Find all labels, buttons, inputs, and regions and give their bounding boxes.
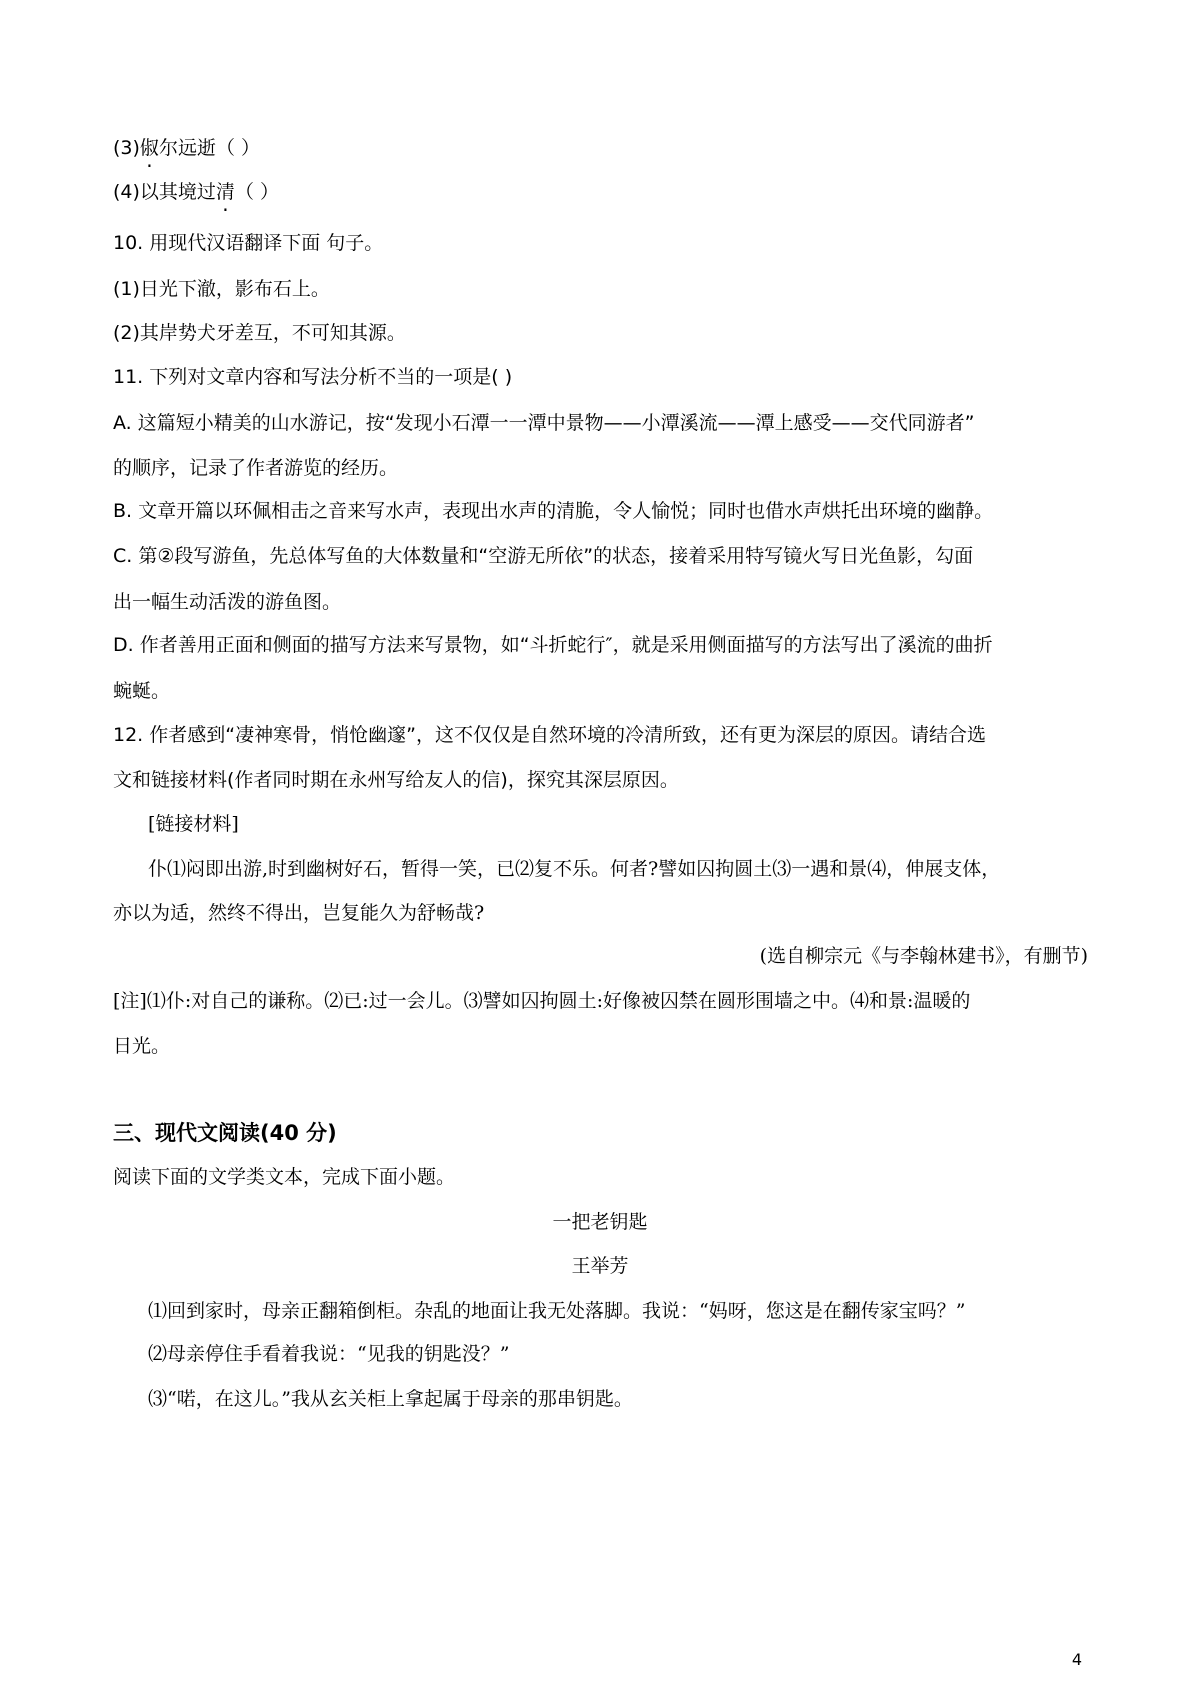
- story-paragraph-2: ⑵母亲停住手看着我说：“见我的钥匙没？”: [148, 1343, 510, 1365]
- q12-question-line1: 12. 作者感到“凄神寒骨，悄怆幽邃”，这不仅仅是自然环境的冷清所致，还有更为深层的原因。请结合选: [113, 724, 986, 746]
- story-author: 王举芳: [571, 1255, 629, 1277]
- q11-option-d-line1: D. 作者善用正面和侧面的描写方法来写景物，如“斗折蛇行″，就是采用侧面描写的方法写出了溪流的曲折: [113, 634, 993, 656]
- q11-option-d-line2: 蜿蜒。: [113, 680, 171, 702]
- page-number: 4: [1071, 1650, 1082, 1669]
- section-heading: 三、现代文阅读(40 分): [113, 1121, 337, 1145]
- q10-sentence-2: (2)其岸势犬牙差互，不可知其源。: [113, 322, 406, 344]
- story-paragraph-3: ⑶“喏，在这儿。”我从玄关柜上拿起属于母亲的那串钥匙。: [148, 1388, 633, 1410]
- q11-option-c-line1: C. 第②段写游鱼，先总体写鱼的大体数量和“空游无所依”的状态，接着采用特写镜火写日光鱼影，勾面: [113, 545, 974, 567]
- q11-title: 11. 下列对文章内容和写法分析不当的一项是( ): [113, 366, 513, 388]
- emphasis-dot-char: 俶: [139, 137, 159, 159]
- story-title: 一把老钥匙: [552, 1211, 648, 1233]
- emphasis-dot-char: 清: [215, 181, 235, 203]
- section-intro: 阅读下面的文学类文本，完成下面小题。: [113, 1166, 456, 1188]
- q11-option-a-line2: 的顺序，记录了作者游览的经历。: [113, 457, 399, 479]
- q10-sentence-1: (1)日光下澈，影布石上。: [113, 278, 330, 300]
- notes-line2: 日光。: [113, 1035, 171, 1057]
- material-text-line2: 亦以为适，然终不得出，岂复能久为舒畅哉?: [113, 902, 485, 924]
- material-source: (选自柳宗元《与李翰林建书》，有删节): [759, 945, 1088, 967]
- q11-option-a-line1: A. 这篇短小精美的山水游记，按“发现小石潭一一潭中景物——小潭溪流——潭上感受——交代同游者”: [113, 412, 975, 434]
- q11-option-b: B. 文章开篇以环佩相击之音来写水声，表现出水声的清脆，令人愉悦；同时也借水声烘托出环境的幽静。: [113, 500, 994, 522]
- q10-title: 10. 用现代汉语翻译下面 句子。: [113, 232, 384, 254]
- story-paragraph-1: ⑴回到家时，母亲正翻箱倒柜。杂乱的地面让我无处落脚。我说：“妈呀，您这是在翻传家宝吗？”: [148, 1300, 966, 1322]
- q9-item-4: (4)以其境过清（ ）: [113, 181, 279, 203]
- q9-item-3: (3)俶尔远逝（ ）: [113, 137, 260, 159]
- material-text-line1: 仆⑴闷即出游,时到幽树好石，暂得一笑，已⑵复不乐。何者?譬如囚拘圆土⑶一遇和景⑷，伸展支体，: [148, 858, 1001, 880]
- notes-line1: [注]⑴仆:对自己的谦称。⑵已:过一会儿。⑶譬如囚拘圆土:好像被囚禁在圆形围墙之中。⑷和景:温暖的: [113, 990, 971, 1012]
- material-label: [链接材料]: [148, 813, 239, 835]
- q11-option-c-line2: 出一幅生动活泼的游鱼图。: [113, 591, 342, 613]
- q12-question-line2: 文和链接材料(作者同时期在永州写给友人的信)，探究其深层原因。: [113, 769, 679, 791]
